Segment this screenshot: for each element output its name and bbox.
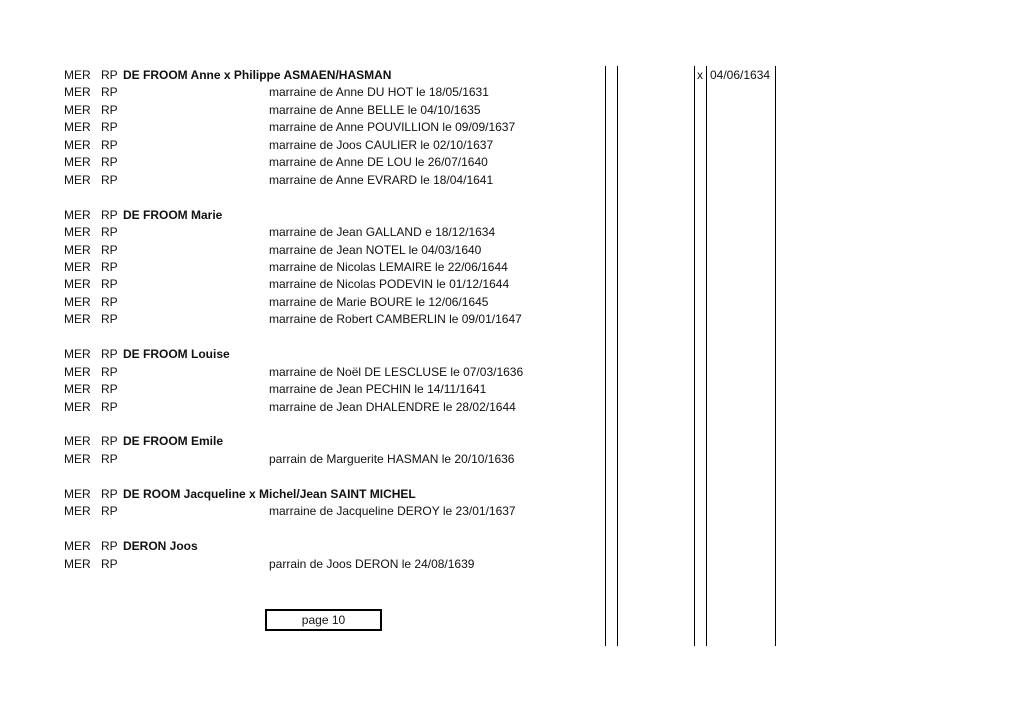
parish-code: MER xyxy=(64,242,91,257)
register-type: RP xyxy=(101,137,118,152)
entry-detail: marraine de Joos CAULIER le 02/10/1637 xyxy=(269,137,494,152)
person-name: DERON Joos xyxy=(123,539,198,554)
parish-code: MER xyxy=(64,259,91,274)
parish-code: MER xyxy=(64,120,91,135)
register-type: RP xyxy=(101,68,118,82)
parish-code: MER xyxy=(64,312,91,327)
person-name: DE ROOM Jacqueline x Michel/Jean SAINT MICHEL xyxy=(123,486,416,501)
column-divider xyxy=(706,66,707,646)
entry-detail: marraine de Jean NOTEL le 04/03/1640 xyxy=(269,242,482,257)
register-type: RP xyxy=(101,294,118,309)
register-type: RP xyxy=(101,504,118,519)
parish-code: MER xyxy=(64,382,91,397)
register-type: RP xyxy=(101,312,118,327)
entry-detail: marraine de Anne DU HOT le 18/05/1631 xyxy=(269,85,489,100)
column-divider xyxy=(605,66,606,646)
register-type: RP xyxy=(101,102,118,117)
register-type: RP xyxy=(101,399,118,414)
parish-code: MER xyxy=(64,68,91,82)
register-type: RP xyxy=(101,155,118,170)
entry-detail: marraine de Jacqueline DEROY le 23/01/1637 xyxy=(269,504,516,519)
entry-detail: marraine de Jean DHALENDRE le 28/02/1644 xyxy=(269,399,516,414)
register-type: RP xyxy=(101,120,118,135)
parish-code: MER xyxy=(64,486,91,501)
entry-detail: parrain de Marguerite HASMAN le 20/10/1636 xyxy=(269,451,515,466)
parish-code: MER xyxy=(64,277,91,292)
parish-code: MER xyxy=(64,364,91,379)
entry-detail: marraine de Anne DE LOU le 26/07/1640 xyxy=(269,155,488,170)
parish-code: MER xyxy=(64,172,91,187)
entry-detail: marraine de Anne POUVILLION le 09/09/1637 xyxy=(269,120,516,135)
parish-code: MER xyxy=(64,155,91,170)
marriage-mark: x xyxy=(697,68,703,82)
person-name: DE FROOM Anne x Philippe ASMAEN/HASMAN xyxy=(123,68,392,82)
register-type: RP xyxy=(101,242,118,257)
register-type: RP xyxy=(101,172,118,187)
marriage-date: 04/06/1634 xyxy=(710,68,771,82)
register-type: RP xyxy=(101,259,118,274)
register-type: RP xyxy=(101,364,118,379)
entry-detail: marraine de Nicolas LEMAIRE le 22/06/1644 xyxy=(269,259,508,274)
column-divider xyxy=(775,66,776,646)
entry-detail: marraine de Jean GALLAND e 18/12/1634 xyxy=(269,225,496,240)
register-type: RP xyxy=(101,451,118,466)
entry-detail: marraine de Marie BOURE le 12/06/1645 xyxy=(269,294,489,309)
column-divider xyxy=(617,66,618,646)
page-number-box xyxy=(265,609,382,631)
parish-code: MER xyxy=(64,137,91,152)
column-divider xyxy=(694,66,695,646)
parish-code: MER xyxy=(64,539,91,554)
register-type: RP xyxy=(101,207,118,222)
parish-code: MER xyxy=(64,347,91,362)
entry-detail: marraine de Noël DE LESCLUSE le 07/03/1636 xyxy=(269,364,524,379)
register-type: RP xyxy=(101,277,118,292)
page-number: page 10 xyxy=(301,613,346,627)
parish-code: MER xyxy=(64,504,91,519)
register-type: RP xyxy=(101,486,118,501)
register-type: RP xyxy=(101,434,118,449)
parish-code: MER xyxy=(64,399,91,414)
entry-detail: marraine de Anne BELLE le 04/10/1635 xyxy=(269,102,481,117)
person-name: DE FROOM Marie xyxy=(123,207,223,222)
parish-code: MER xyxy=(64,207,91,222)
register-type: RP xyxy=(101,85,118,100)
entry-detail: marraine de Nicolas PODEVIN le 01/12/1644 xyxy=(269,277,510,292)
person-name: DE FROOM Emile xyxy=(123,434,224,449)
register-type: RP xyxy=(101,556,118,571)
person-name: DE FROOM Louise xyxy=(123,347,230,362)
parish-code: MER xyxy=(64,434,91,449)
register-type: RP xyxy=(101,347,118,362)
parish-code: MER xyxy=(64,294,91,309)
parish-code: MER xyxy=(64,85,91,100)
parish-code: MER xyxy=(64,451,91,466)
register-type: RP xyxy=(101,382,118,397)
entry-detail: marraine de Jean PECHIN le 14/11/1641 xyxy=(269,382,487,397)
entry-detail: parrain de Joos DERON le 24/08/1639 xyxy=(269,556,475,571)
register-type: RP xyxy=(101,539,118,554)
parish-code: MER xyxy=(64,225,91,240)
parish-code: MER xyxy=(64,556,91,571)
entry-detail: marraine de Anne EVRARD le 18/04/1641 xyxy=(269,172,494,187)
parish-code: MER xyxy=(64,102,91,117)
entry-detail: marraine de Robert CAMBERLIN le 09/01/1647 xyxy=(269,312,522,327)
register-type: RP xyxy=(101,225,118,240)
